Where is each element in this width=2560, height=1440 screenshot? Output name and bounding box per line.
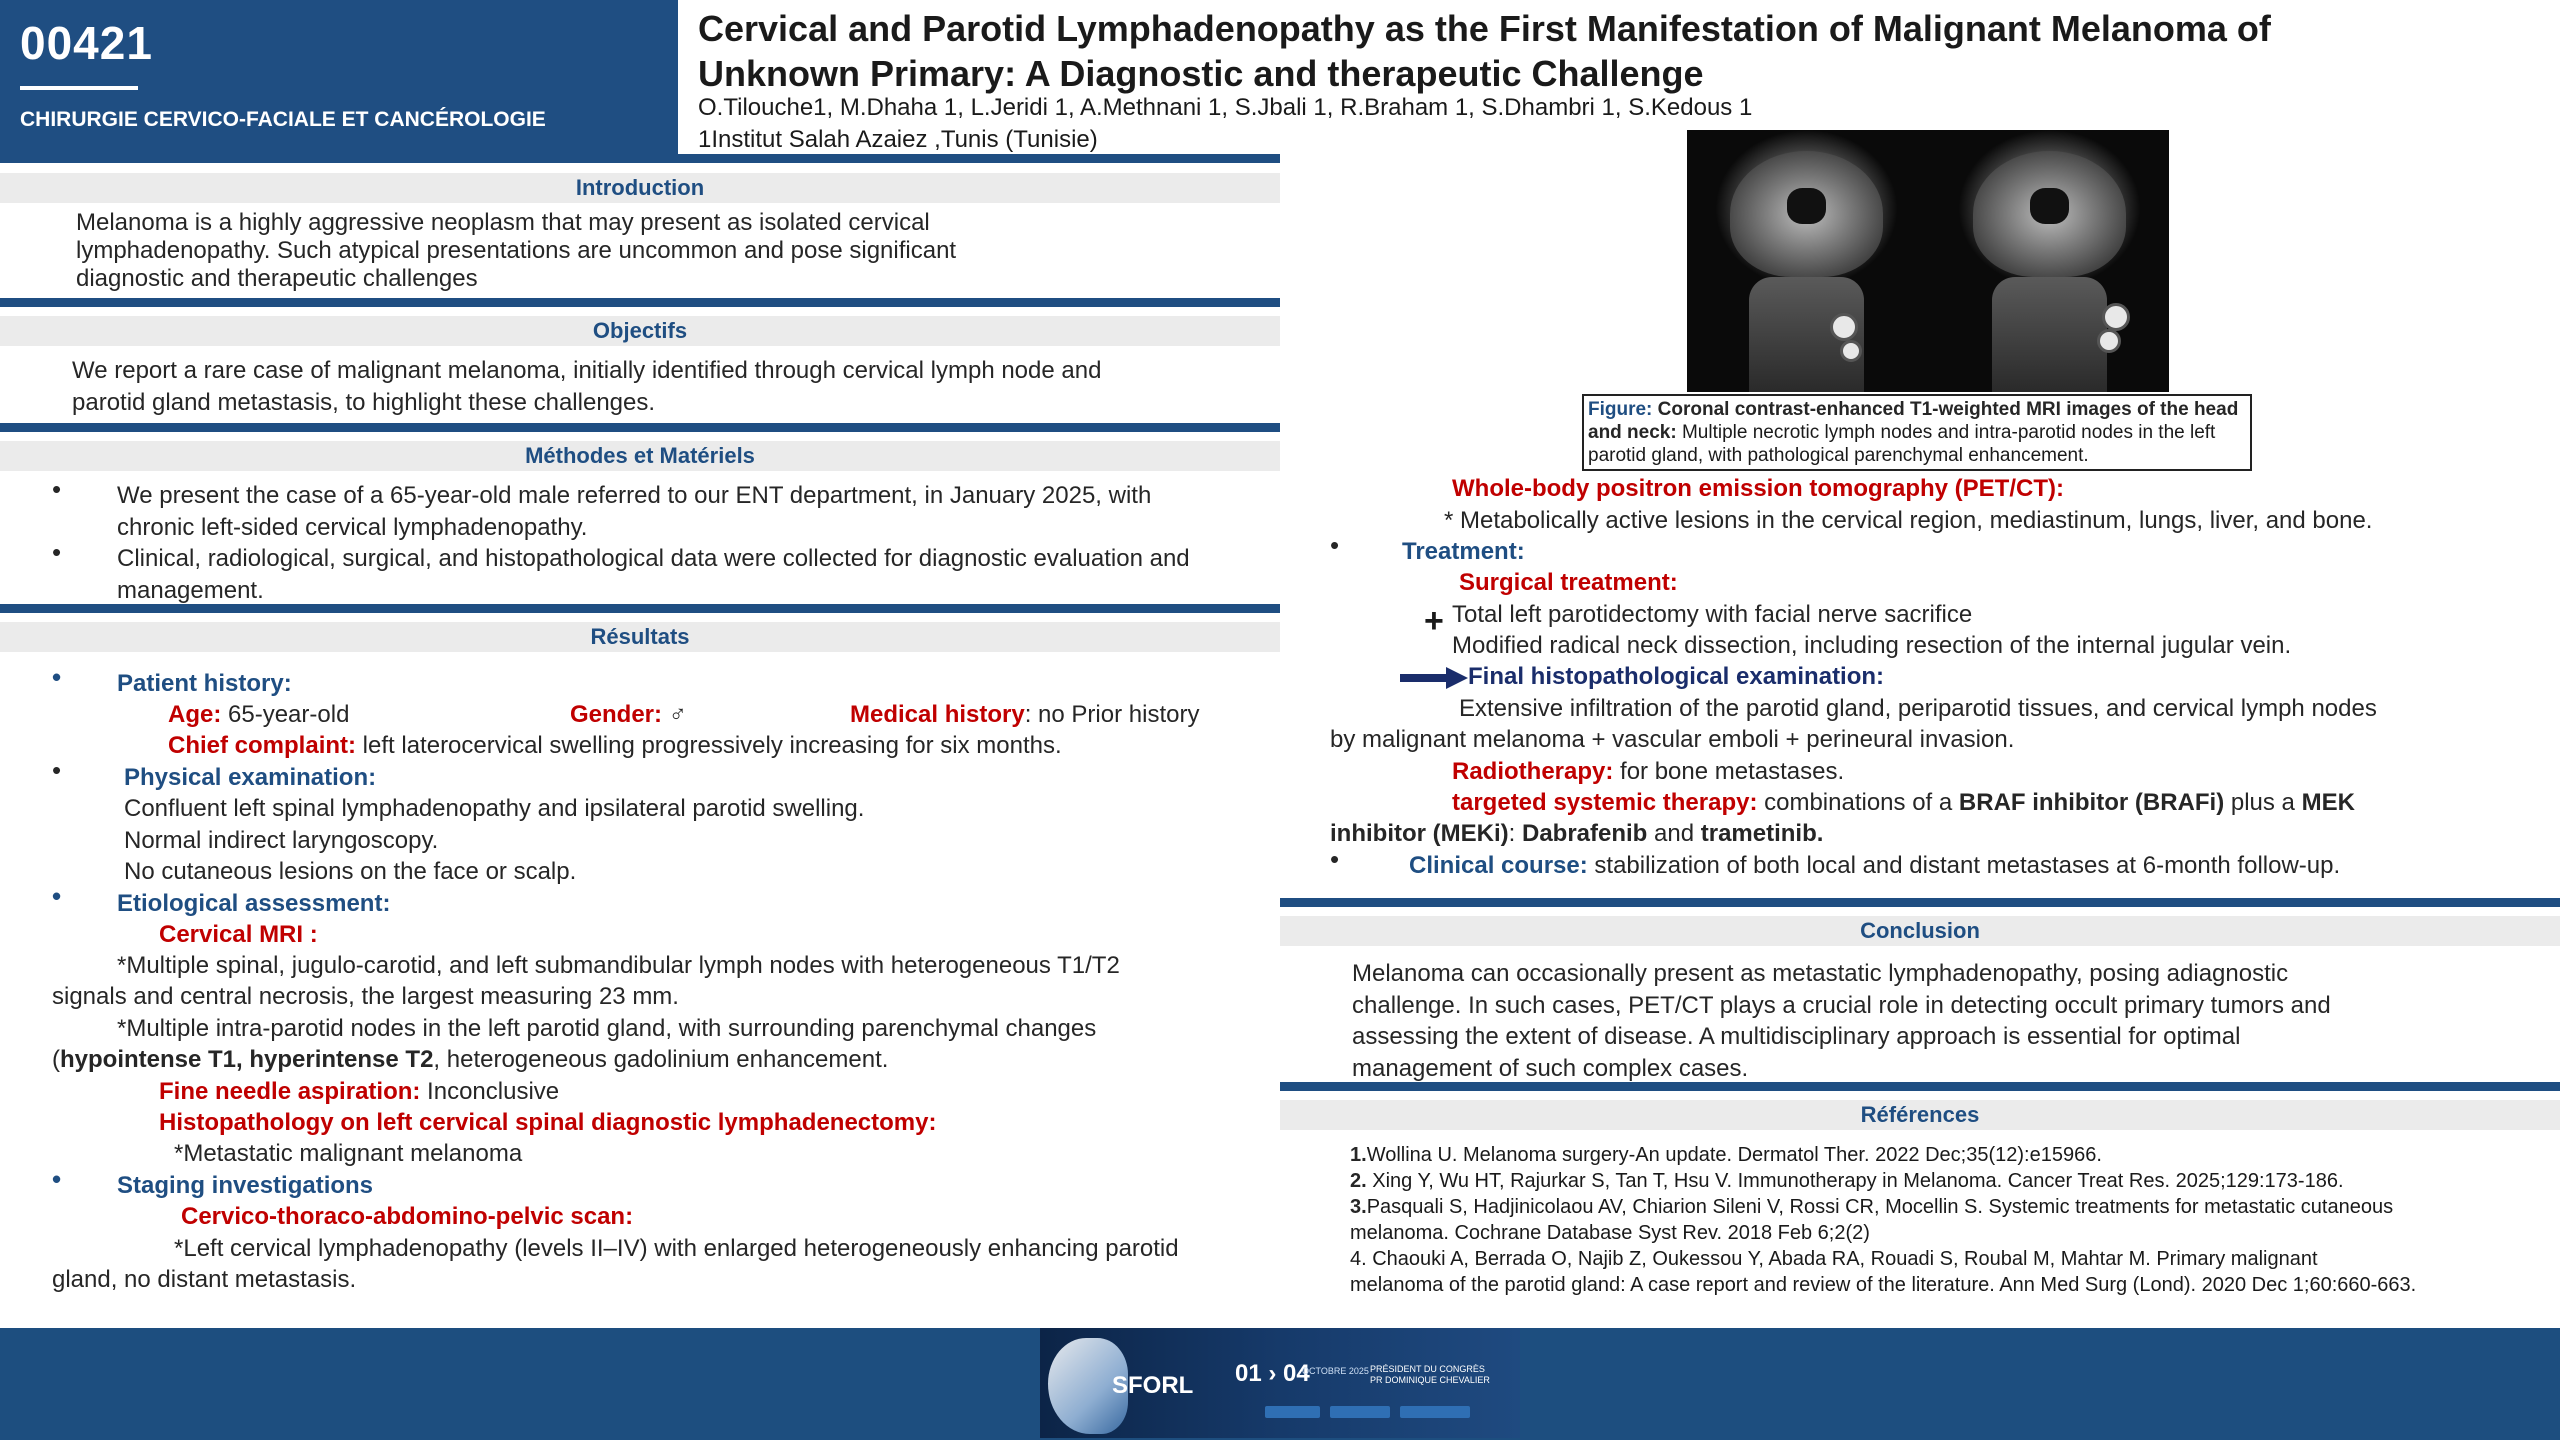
intro-line: lymphadenopathy. Such atypical presentations are uncommon and pose significant [76,237,957,264]
mri-figure [1687,130,2169,392]
caption-rest: Multiple necrotic lymph nodes and intra-parotid nodes in the left parotid gland, with pathological parenchymal enhancement. [1588,422,2216,466]
reference-3-cont: melanoma. Cochrane Database Syst Rev. 2018 Feb 6;2(2) [1350,1222,1870,1244]
methodes-bullet-1 [117,480,1151,543]
section-rule [0,154,1280,163]
radio-value: for bone metastases. [1613,758,1845,785]
section-rule [1280,898,2560,907]
section-rule [0,604,1280,613]
complaint-value: left laterocervical swelling progressively increasing for six months. [356,732,1062,759]
bullet: • [52,662,62,692]
histo-title: Histopathology on left cervical spinal diagnostic lymphadenectomy: [159,1109,937,1136]
mri-image-right [1930,130,2169,392]
bullet: • [52,755,62,785]
title-line-1: Cervical and Parotid Lymphadenopathy as the First Manifestation of Malignant Melanoma of [698,8,2271,49]
scan-title: Cervico-thoraco-abdomino-pelvic scan: [181,1203,634,1230]
scan-line-2: gland, no distant metastasis. [52,1266,357,1293]
braf-inhibitor: BRAF inhibitor (BRAFi) [1958,789,2225,816]
scan-line-1: *Left cervical lymphadenopathy (levels II–IV) with enlarged heterogeneously enhancing parotid [174,1235,1179,1262]
conclusion-text [1352,958,2331,1084]
fna-row [159,1076,559,1108]
surgery-line-1: Total left parotidectomy with facial nerve sacrifice [1452,601,1973,628]
mek-inhibitor: inhibitor (MEKi) [1330,820,1509,847]
conclusion-line: assessing the extent of disease. A multidisciplinary approach is essential for optimal [1352,1023,2241,1050]
etiological-title: Etiological assessment: [117,890,391,917]
department-label: CHIRURGIE CERVICO-FACIALE ET CANCÉROLOGIE [20,108,546,131]
trametinib: trametinib. [1700,820,1824,847]
mri-line-4 [52,1044,888,1076]
conclusion-heading: Conclusion [1280,916,2560,946]
medical-history-label: Medical history [850,701,1025,728]
caption-label: Figure: [1588,399,1653,420]
gender-value: ♂ [668,701,687,728]
final-histo-line-1: Extensive infiltration of the parotid gland, periparotid tissues, and cervical lymph nodes [1459,695,2377,722]
pet-title: Whole-body positron emission tomography (PET/CT): [1452,475,2064,502]
intro-line: diagnostic and therapeutic challenges [76,265,478,292]
radiotherapy-row [1452,756,1844,788]
objectifs-text [72,355,1101,418]
targeted-value: combinations of a [1757,789,1959,816]
poster-id: 00421 [20,17,153,69]
final-histo-title: Final histopathological examination: [1468,663,1885,690]
reference-4-cont: melanoma of the parotid gland: A case report and review of the literature. Ann Med Surg (Lond). 2020 Dec 1;60:660-663. [1350,1274,2417,1296]
t1-t2-signal: hypointense T1, hyperintense T2 [60,1046,434,1073]
surgery-title: Surgical treatment: [1459,569,1678,596]
radio-label: Radiotherapy: [1452,758,1614,785]
mri-line-3: *Multiple intra-parotid nodes in the left parotid gland, with surrounding parenchymal changes [117,1015,1097,1042]
dabrafenib: Dabrafenib [1521,820,1648,847]
objectifs-line: parotid gland metastasis, to highlight these challenges. [72,388,656,416]
section-rule [0,298,1280,307]
methodes-line: Clinical, radiological, surgical, and histopathological data were collected for diagnostic evaluation and [117,545,1190,572]
course-value: stabilization of both local and distant metastases at 6-month follow-up. [1587,852,2341,879]
objectifs-heading: Objectifs [0,316,1280,346]
physical-exam-text [124,793,864,888]
conclusion-line: challenge. In such cases, PET/CT plays a crucial role in detecting occult primary tumors and [1352,991,2331,1019]
age-row [168,699,349,731]
histo-value: *Metastatic malignant melanoma [174,1140,523,1167]
colon: : [1508,820,1522,847]
plus-icon: + [1424,602,1444,640]
section-rule [0,423,1280,432]
targeted-label: targeted systemic therapy: [1452,789,1758,816]
methodes-line: We present the case of a 65-year-old male referred to our ENT department, in January 2025, with [117,482,1152,509]
resultats-heading: Résultats [0,622,1280,652]
sponsor-logo [1330,1406,1390,1418]
congress-banner [1040,1328,1520,1438]
patient-history-title: Patient history: [117,670,292,697]
course-label: Clinical course: [1409,852,1588,879]
congress-month: OCTOBRE 2025 [1302,1366,1369,1376]
references-heading: Références [1280,1100,2560,1130]
medical-history-row [850,699,1199,731]
reference-1: 1.Wollina U. Melanoma surgery-An update. Dermatol Ther. 2022 Dec;35(12):e15966. [1350,1144,2102,1166]
exam-line: Confluent left spinal lymphadenopathy and ipsilateral parotid swelling. [124,795,865,822]
intro-line: Melanoma is a highly aggressive neoplasm that may present as isolated cervical [76,209,930,236]
treatment-title: Treatment: [1402,538,1525,565]
mek: MEK [2301,789,2355,816]
gender-row [570,699,687,731]
plus-a: plus a [2224,789,2302,816]
fna-label: Fine needle aspiration: [159,1078,421,1105]
congress-president: PRÉSIDENT DU CONGRÈS PR DOMINIQUE CHEVALIER [1370,1364,1490,1385]
sponsor-logo [1400,1406,1470,1418]
gender-label: Gender: [570,701,663,728]
mri-title: Cervical MRI : [159,921,318,948]
bullet: • [1330,530,1340,560]
introduction-heading: Introduction [0,173,1280,203]
pet-value: * Metabolically active lesions in the cervical region, mediastinum, lungs, liver, and bone. [1444,507,2373,534]
methodes-line: management. [117,576,264,604]
clinical-course-row [1409,850,2340,882]
caption-bold: Coronal contrast-enhanced T1-weighted MRI images of the head and neck: [1588,399,2239,443]
poster-id-box [0,0,678,160]
authors: O.Tilouche1, M.Dhaha 1, L.Jeridi 1, A.Methnani 1, S.Jbali 1, R.Braham 1, S.Dhambri 1, S.Kedous 1 [698,94,1753,121]
poster-title [698,6,2498,96]
title-line-2: Unknown Primary: A Diagnostic and therapeutic Challenge [698,53,1704,94]
reference-3: 3.Pasquali S, Hadjinicolaou AV, Chiarion Sileni V, Rossi CR, Mocellin S. Systemic treatments for metastatic cutaneous [1350,1196,2394,1218]
methodes-bullet-2 [117,543,1190,606]
medical-history-value: : no Prior history [1024,701,1200,728]
mri-line-1: *Multiple spinal, jugulo-carotid, and left submandibular lymph nodes with heterogeneous T1/T2 [117,952,1120,979]
complaint-row [168,730,1062,762]
age-label: Age: [168,701,222,728]
mri-rest: , heterogeneous gadolinium enhancement. [433,1046,889,1073]
final-histo-line-2: by malignant melanoma + vascular emboli + perineural invasion. [1330,726,2015,753]
affiliation: 1Institut Salah Azaiez ,Tunis (Tunisie) [698,126,1098,153]
section-rule [1280,1082,2560,1091]
methodes-line: chronic left-sided cervical lymphadenopathy. [117,513,588,541]
complaint-label: Chief complaint: [168,732,357,759]
age-value: 65-year-old [228,701,350,728]
bullet: • [52,537,62,567]
and: and [1647,820,1701,847]
sponsor-logo [1265,1406,1320,1418]
reference-4: 4. Chaouki A, Berrada O, Najib Z, Oukessou Y, Abada RA, Rouadi S, Roubal M, Mahtar M. Primary malignant [1350,1248,2318,1270]
references-list [1350,1142,2416,1298]
sforl-logo: SFORL [1112,1372,1194,1399]
bullet: • [52,1164,62,1194]
arrow-right-icon [1400,667,1468,689]
surgery-line-2: Modified radical neck dissection, including resection of the internal jugular vein. [1452,632,2292,659]
conclusion-line: management of such complex cases. [1352,1054,1749,1082]
conclusion-line: Melanoma can occasionally present as metastatic lymphadenopathy, posing adiagnostic [1352,960,2289,987]
reference-2: 2. Xing Y, Wu HT, Rajurkar S, Tan T, Hsu V. Immunotherapy in Melanoma. Cancer Treat Res. 2025;129:173-186. [1350,1170,2344,1192]
figure-caption [1582,394,2252,471]
exam-line: No cutaneous lesions on the face or scalp. [124,858,577,885]
staging-title: Staging investigations [117,1172,374,1199]
bullet: • [1330,844,1340,874]
introduction-text [76,209,956,293]
mri-line-2: signals and central necrosis, the largest measuring 23 mm. [52,983,679,1010]
targeted-row [1452,787,2355,819]
bullet: • [52,474,62,504]
mri-image-left [1687,130,1926,392]
bullet: • [52,881,62,911]
objectifs-line: We report a rare case of malignant melanoma, initially identified through cervical lymph node and [72,357,1102,384]
id-underline [20,86,138,90]
targeted-row-2 [1330,818,1823,850]
congress-dates: 01 › 04 [1235,1360,1310,1387]
methodes-heading: Méthodes et Matériels [0,441,1280,471]
paren: ( [52,1046,60,1073]
footer-banner [0,1328,2560,1440]
fna-value: Inconclusive [420,1078,560,1105]
physical-exam-title: Physical examination: [124,764,377,791]
exam-line: Normal indirect laryngoscopy. [124,826,439,854]
